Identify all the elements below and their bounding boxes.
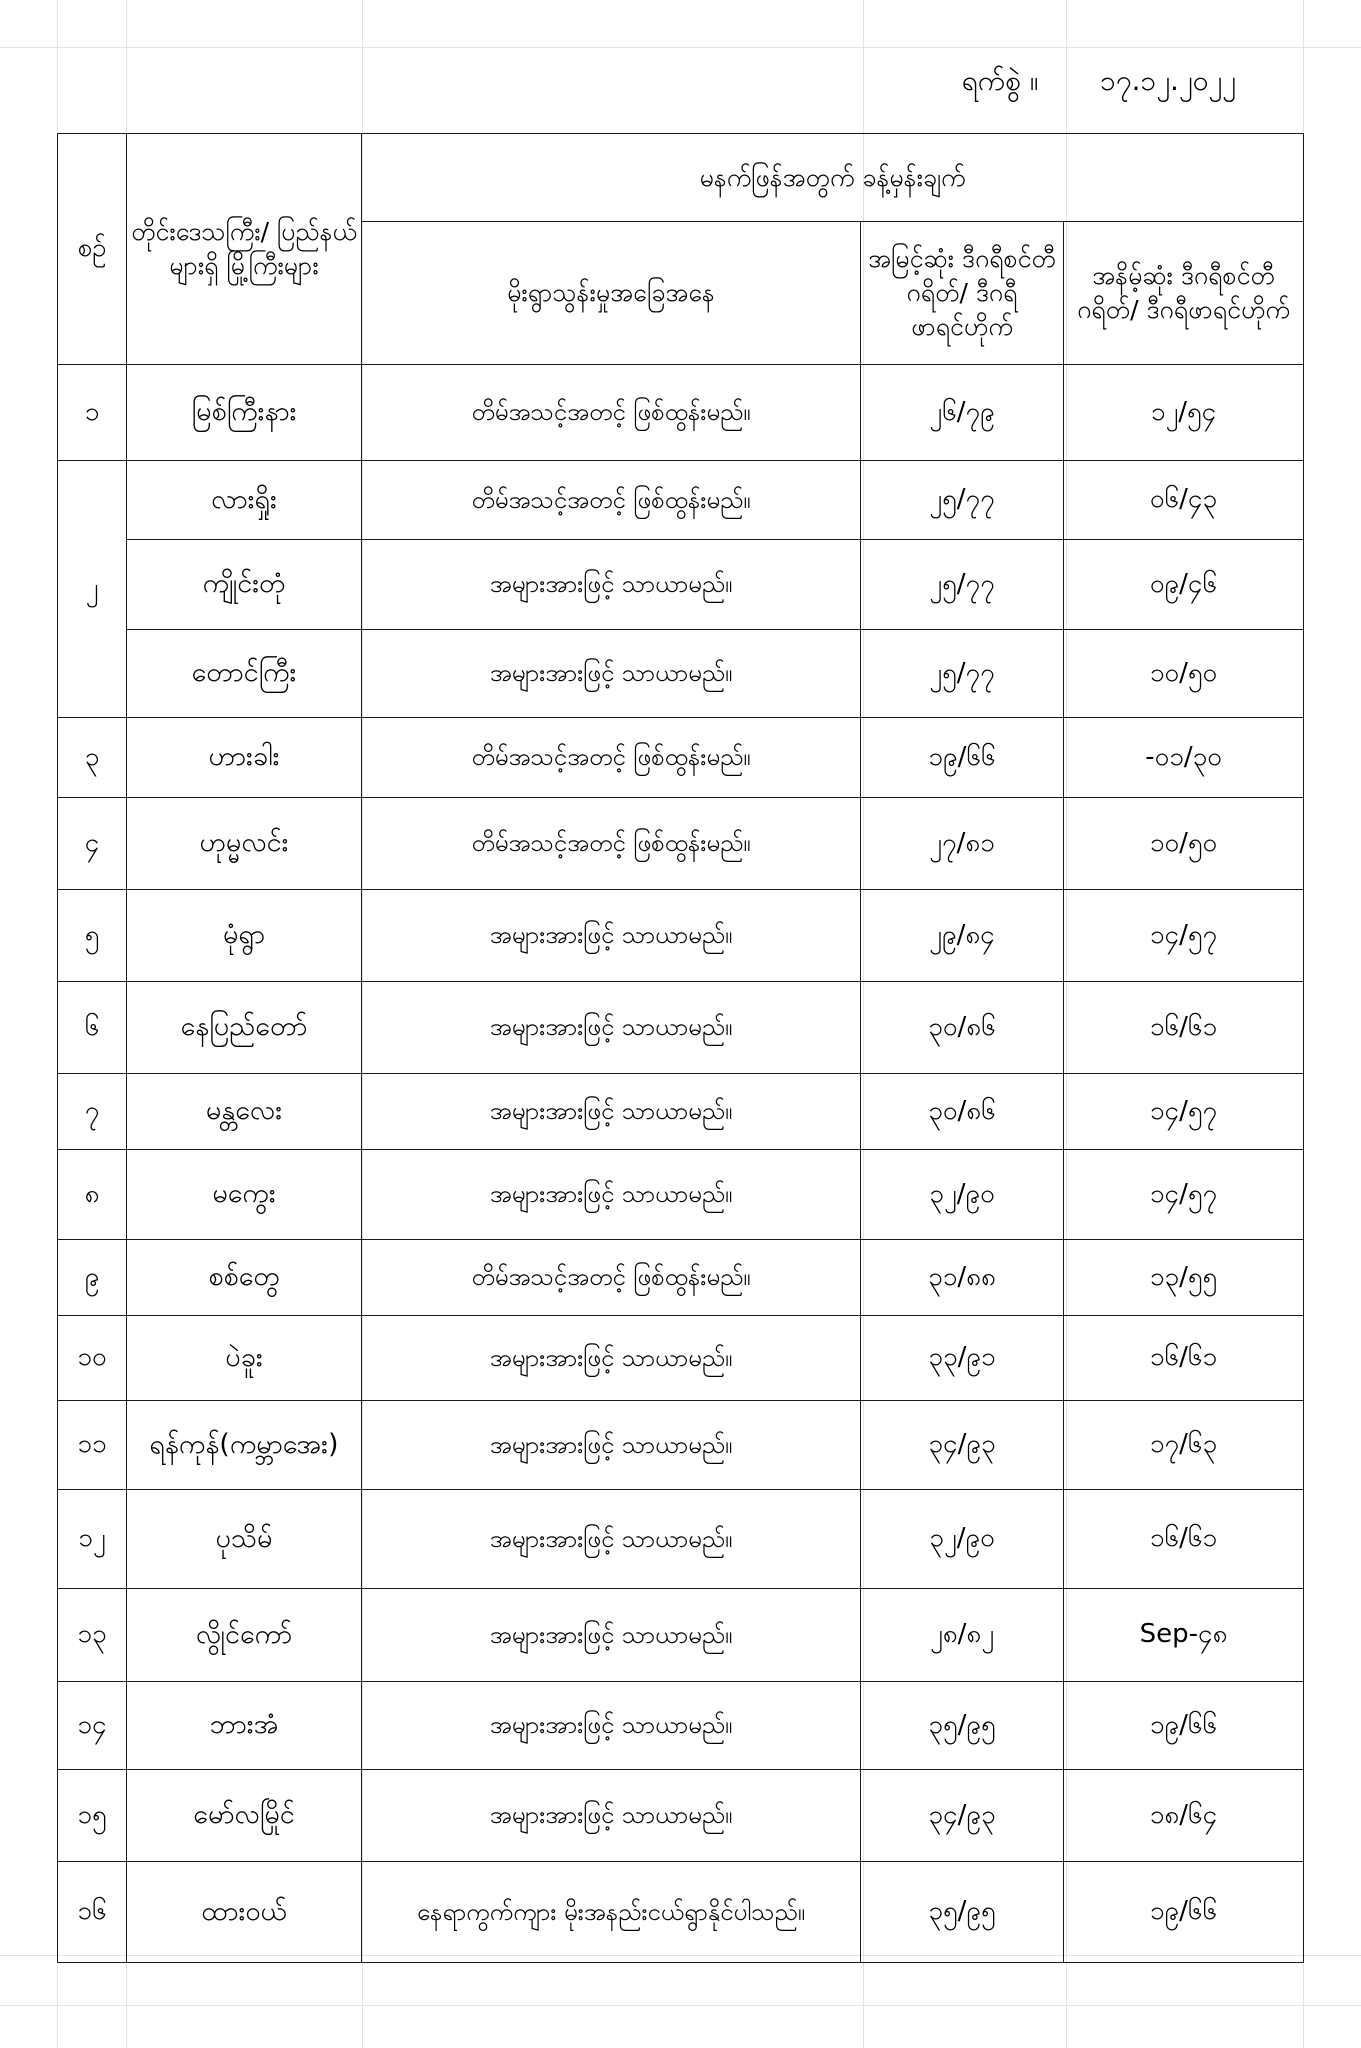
min-temp: ၁၄/၅၇: [1064, 1150, 1304, 1240]
min-temp: ၁၄/၅၇: [1064, 890, 1304, 982]
city-name: ရန်ကုန်(ကမ္ဘာအေး): [127, 1401, 362, 1490]
condition-text: တိမ်အသင့်အတင့် ဖြစ်ထွန်းမည်။: [362, 461, 861, 540]
min-temp: ၁၀/၅၀: [1064, 630, 1304, 718]
condition-text: အများအားဖြင့် သာယာမည်။: [362, 1589, 861, 1682]
table-row: [58, 982, 1304, 1074]
condition-text: အများအားဖြင့် သာယာမည်။: [362, 890, 861, 982]
city-name: မော်လမြိုင်: [127, 1770, 362, 1862]
row-number: ၁၆: [58, 1862, 127, 1963]
table-row: [58, 718, 1304, 798]
table-row: [58, 1074, 1304, 1150]
header-forecast-group: မနက်ဖြန်အတွက် ခန့်မှန်းချက်: [362, 134, 1304, 222]
table-row: [58, 890, 1304, 982]
max-temp: ၃၄/၉၃: [861, 1401, 1064, 1490]
min-temp: ၀၉/၄၆: [1064, 540, 1304, 630]
min-temp: ၁၆/၆၁: [1064, 1490, 1304, 1589]
table-row: [58, 798, 1304, 890]
condition-text: နေရာကွက်ကျား မိုးအနည်းငယ်ရွာနိုင်ပါသည်။: [362, 1862, 861, 1963]
condition-text: အများအားဖြင့် သာယာမည်။: [362, 1150, 861, 1240]
max-temp: ၂၆/၇၉: [861, 365, 1064, 461]
table-row: [58, 1682, 1304, 1770]
condition-text: အများအားဖြင့် သာယာမည်။: [362, 1316, 861, 1401]
row-number: ၈: [58, 1150, 127, 1240]
condition-text: အများအားဖြင့် သာယာမည်။: [362, 1682, 861, 1770]
row-number: ၁၀: [58, 1316, 127, 1401]
max-temp: ၂၅/၇၇: [861, 630, 1064, 718]
min-temp: -၀၁/၃၀: [1064, 718, 1304, 798]
max-temp: ၃၅/၉၅: [861, 1682, 1064, 1770]
condition-text: တိမ်အသင့်အတင့် ဖြစ်ထွန်းမည်။: [362, 798, 861, 890]
row-number: ၆: [58, 982, 127, 1074]
min-temp: Sep-၄၈: [1064, 1589, 1304, 1682]
row-number: ၃: [58, 718, 127, 798]
row-number: ၁၃: [58, 1589, 127, 1682]
min-temp: ၁၀/၅၀: [1064, 798, 1304, 890]
city-name: လားရှိုး: [127, 461, 362, 540]
row-number: ၅: [58, 890, 127, 982]
city-name: တောင်ကြီး: [127, 630, 362, 718]
max-temp: ၃၀/၈၆: [861, 982, 1064, 1074]
min-temp: ၁၄/၅၇: [1064, 1074, 1304, 1150]
max-temp: ၃၁/၈၈: [861, 1240, 1064, 1316]
condition-text: အများအားဖြင့် သာယာမည်။: [362, 1401, 861, 1490]
table-row: [58, 540, 1304, 630]
condition-text: အများအားဖြင့် သာယာမည်။: [362, 1074, 861, 1150]
table-row: [58, 1401, 1304, 1490]
max-temp: ၃၅/၉၅: [861, 1862, 1064, 1963]
min-temp: ၁၈/၆၄: [1064, 1770, 1304, 1862]
header-min-temp: အနိမ့်ဆုံး ဒီဂရီစင်တီဂရိတ်/ ဒီဂရီဖာရင်ဟိုက်: [1064, 222, 1304, 365]
min-temp: ၁၉/၆၆: [1064, 1682, 1304, 1770]
row-number: ၁၁: [58, 1401, 127, 1490]
city-name: မန္တလေး: [127, 1074, 362, 1150]
condition-text: တိမ်အသင့်အတင့် ဖြစ်ထွန်းမည်။: [362, 1240, 861, 1316]
header-no: စဉ်: [58, 134, 127, 365]
city-name: ကျိုင်းတုံ: [127, 540, 362, 630]
header-city: တိုင်းဒေသကြီး/ ပြည်နယ်များရှိ မြို့ကြီးများ: [127, 134, 362, 365]
row-number: ၁၄: [58, 1682, 127, 1770]
table-row: [58, 1316, 1304, 1401]
min-temp: ၁၇/၆၃: [1064, 1401, 1304, 1490]
table-row: [58, 1589, 1304, 1682]
table-row: [58, 1862, 1304, 1963]
table-row: [58, 1770, 1304, 1862]
max-temp: ၂၅/၇၇: [861, 461, 1064, 540]
city-name: ဟားခါး: [127, 718, 362, 798]
city-name: ထားဝယ်: [127, 1862, 362, 1963]
table-row: [58, 1150, 1304, 1240]
row-number: ၁: [58, 365, 127, 461]
min-temp: ၁၂/၅၄: [1064, 365, 1304, 461]
condition-text: အများအားဖြင့် သာယာမည်။: [362, 982, 861, 1074]
city-name: ဟုမ္မလင်း: [127, 798, 362, 890]
table-row: [58, 630, 1304, 718]
row-number: ၂: [58, 461, 127, 718]
city-name: လွိုင်ကော်: [127, 1589, 362, 1682]
table-row: [58, 365, 1304, 461]
condition-text: အများအားဖြင့် သာယာမည်။: [362, 540, 861, 630]
header-condition: မိုးရွာသွန်းမှုအခြေအနေ: [362, 222, 861, 365]
table-row: [58, 461, 1304, 540]
max-temp: ၃၃/၉၁: [861, 1316, 1064, 1401]
max-temp: ၂၉/၈၄: [861, 890, 1064, 982]
row-number: ၁၅: [58, 1770, 127, 1862]
city-name: မုံရွာ: [127, 890, 362, 982]
condition-text: အများအားဖြင့် သာယာမည်။: [362, 1490, 861, 1589]
min-temp: ၁၆/၆၁: [1064, 1316, 1304, 1401]
max-temp: ၂၈/၈၂: [861, 1589, 1064, 1682]
max-temp: ၃၂/၉၀: [861, 1490, 1064, 1589]
min-temp: ၀၆/၄၃: [1064, 461, 1304, 540]
city-name: မကွေး: [127, 1150, 362, 1240]
max-temp: ၂၅/၇၇: [861, 540, 1064, 630]
min-temp: ၁၆/၆၁: [1064, 982, 1304, 1074]
grid-line: [0, 2005, 1361, 2006]
row-number: ၄: [58, 798, 127, 890]
city-name: ဘားအံ: [127, 1682, 362, 1770]
table-row: [58, 1240, 1304, 1316]
row-number: ၉: [58, 1240, 127, 1316]
condition-text: အများအားဖြင့် သာယာမည်။: [362, 1770, 861, 1862]
max-temp: ၃၀/၈၆: [861, 1074, 1064, 1150]
row-number: ၇: [58, 1074, 127, 1150]
grid-line: [0, 47, 1361, 48]
forecast-table: [57, 133, 1304, 1963]
condition-text: တိမ်အသင့်အတင့် ဖြစ်ထွန်းမည်။: [362, 718, 861, 798]
city-name: ပုသိမ်: [127, 1490, 362, 1589]
date-value: ၁၇.၁၂.၂၀၂၂: [1100, 64, 1236, 97]
max-temp: ၁၉/၆၆: [861, 718, 1064, 798]
table-row: [58, 1490, 1304, 1589]
city-name: ပဲခူး: [127, 1316, 362, 1401]
max-temp: ၃၄/၉၃: [861, 1770, 1064, 1862]
header-max-temp: အမြင့်ဆုံး ဒီဂရီစင်တီဂရိတ်/ ဒီဂရီဖာရင်ဟိုက်: [861, 222, 1064, 365]
min-temp: ၁၃/၅၅: [1064, 1240, 1304, 1316]
city-name: စစ်တွေ: [127, 1240, 362, 1316]
min-temp: ၁၉/၆၆: [1064, 1862, 1304, 1963]
condition-text: တိမ်အသင့်အတင့် ဖြစ်ထွန်းမည်။: [362, 365, 861, 461]
city-name: နေပြည်တော်: [127, 982, 362, 1074]
condition-text: အများအားဖြင့် သာယာမည်။: [362, 630, 861, 718]
date-label: ရက်စွဲ ။: [961, 64, 1039, 97]
row-number: ၁၂: [58, 1490, 127, 1589]
max-temp: ၃၂/၉၀: [861, 1150, 1064, 1240]
city-name: မြစ်ကြီးနား: [127, 365, 362, 461]
max-temp: ၂၇/၈၁: [861, 798, 1064, 890]
